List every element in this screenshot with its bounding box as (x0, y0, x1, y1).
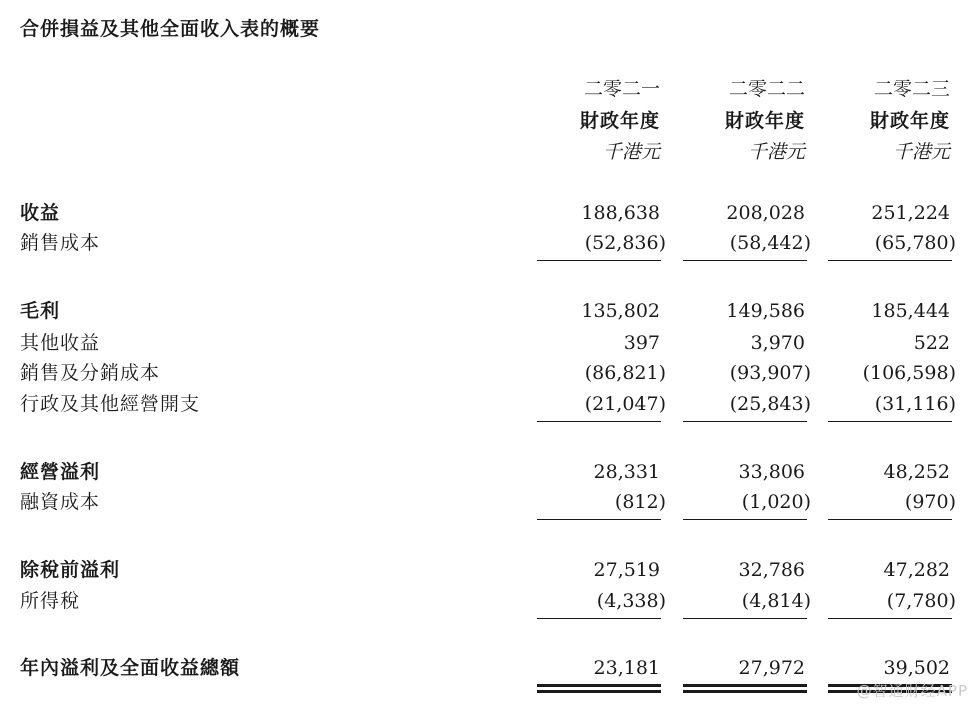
col-header-fy-2: 財政年度 (724, 110, 805, 132)
row-label-profit-before-tax: 除稅前溢利 (20, 559, 121, 581)
cell-profit-before-tax-2021: 27,519 (593, 559, 660, 581)
subtotal-rule (537, 421, 661, 422)
col-header-fy-3: 財政年度 (869, 110, 950, 132)
cell-total-2023: 39,502 (883, 657, 950, 679)
cell-revenue-2023: 251,224 (871, 202, 950, 224)
cell-total-2021: 23,181 (593, 657, 660, 679)
col-header-unit-2: 千港元 (747, 141, 805, 163)
cell-operating-profit-2023: 48,252 (883, 461, 950, 483)
col-header-fy-1: 財政年度 (579, 110, 660, 132)
cell-selling-costs-2023: (106,598) (862, 362, 956, 384)
cell-revenue-2021: 188,638 (581, 202, 660, 224)
cell-selling-costs-2021: (86,821) (584, 362, 666, 384)
cell-admin-expenses-2023: (31,116) (874, 393, 956, 415)
total-double-rule (683, 690, 807, 693)
row-label-total-comprehensive-income: 年內溢利及全面收益總額 (20, 657, 241, 679)
cell-profit-before-tax-2023: 47,282 (883, 559, 950, 581)
cell-income-tax-2022: (4,814) (741, 590, 811, 612)
subtotal-rule (828, 519, 952, 520)
row-label-cost-of-sales: 銷售成本 (20, 232, 101, 254)
row-label-gross-profit: 毛利 (20, 300, 61, 322)
cell-cost-of-sales-2023: (65,780) (874, 232, 956, 254)
col-header-year-2: 二零二二 (728, 78, 805, 100)
subtotal-rule (683, 260, 807, 261)
cell-selling-costs-2022: (93,907) (729, 362, 811, 384)
cell-admin-expenses-2021: (21,047) (584, 393, 666, 415)
subtotal-rule (828, 260, 952, 261)
subtotal-rule (683, 519, 807, 520)
row-label-operating-profit: 經營溢利 (20, 461, 101, 483)
row-label-other-income: 其他收益 (20, 332, 101, 354)
subtotal-rule (537, 618, 661, 619)
cell-finance-costs-2021: (812) (614, 491, 666, 513)
cell-gross-profit-2022: 149,586 (726, 300, 805, 322)
watermark: @智通财经APP (856, 682, 968, 700)
total-double-rule (537, 690, 661, 693)
cell-income-tax-2021: (4,338) (596, 590, 666, 612)
cell-total-2022: 27,972 (738, 657, 805, 679)
cell-cost-of-sales-2022: (58,442) (729, 232, 811, 254)
cell-gross-profit-2023: 185,444 (871, 300, 950, 322)
subtotal-rule (828, 618, 952, 619)
subtotal-rule (537, 519, 661, 520)
cell-revenue-2022: 208,028 (726, 202, 805, 224)
cell-admin-expenses-2022: (25,843) (729, 393, 811, 415)
page-title: 合併損益及其他全面收入表的概要 (20, 18, 321, 40)
cell-cost-of-sales-2021: (52,836) (584, 232, 666, 254)
col-header-unit-3: 千港元 (892, 141, 950, 163)
row-label-income-tax: 所得稅 (20, 590, 81, 612)
subtotal-rule (683, 421, 807, 422)
col-header-unit-1: 千港元 (602, 141, 660, 163)
total-double-rule (683, 684, 807, 687)
row-label-admin-expenses: 行政及其他經營開支 (20, 393, 201, 415)
cell-profit-before-tax-2022: 32,786 (738, 559, 805, 581)
cell-operating-profit-2022: 33,806 (738, 461, 805, 483)
total-double-rule (537, 684, 661, 687)
row-label-selling-costs: 銷售及分銷成本 (20, 362, 161, 384)
cell-operating-profit-2021: 28,331 (593, 461, 660, 483)
cell-finance-costs-2023: (970) (904, 491, 956, 513)
cell-gross-profit-2021: 135,802 (581, 300, 660, 322)
cell-other-income-2022: 3,970 (750, 332, 805, 354)
subtotal-rule (537, 260, 661, 261)
row-label-finance-costs: 融資成本 (20, 491, 101, 513)
subtotal-rule (683, 618, 807, 619)
cell-other-income-2023: 522 (913, 332, 950, 354)
row-label-revenue: 收益 (20, 202, 61, 224)
cell-other-income-2021: 397 (623, 332, 660, 354)
cell-income-tax-2023: (7,780) (886, 590, 956, 612)
col-header-year-1: 二零二一 (583, 78, 660, 100)
col-header-year-3: 二零二三 (873, 78, 950, 100)
cell-finance-costs-2022: (1,020) (741, 491, 811, 513)
subtotal-rule (828, 421, 952, 422)
